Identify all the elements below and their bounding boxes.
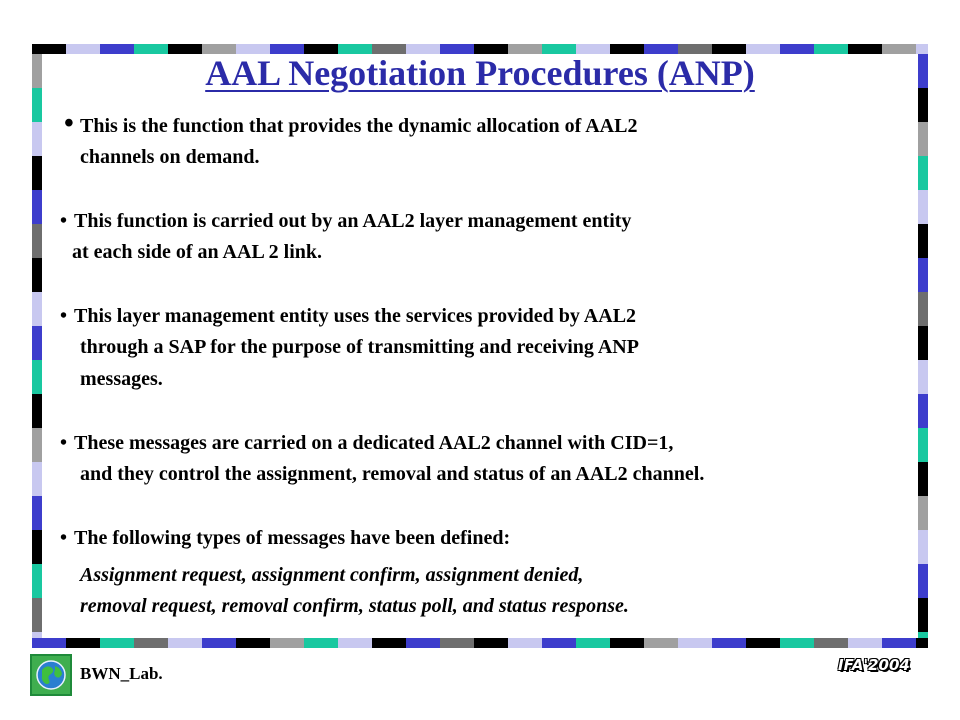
bullet-3-line-3: messages. xyxy=(80,368,163,390)
bullet-5-line-3: removal request, removal confirm, status poll, and status response. xyxy=(80,595,629,617)
border-segment xyxy=(304,638,338,648)
border-segment xyxy=(236,638,270,648)
border-segment xyxy=(32,462,42,496)
border-segment xyxy=(918,258,928,292)
border-segment xyxy=(32,632,42,638)
border-segment xyxy=(32,638,66,648)
bullet-marker: • xyxy=(60,210,68,232)
border-segment xyxy=(610,638,644,648)
bullet-3-line-1: This layer management entity uses the services provided by AAL2 xyxy=(74,305,637,327)
border-segment xyxy=(678,638,712,648)
border-segment xyxy=(440,638,474,648)
border-segment xyxy=(32,224,42,258)
border-segment xyxy=(746,638,780,648)
border-segment xyxy=(918,190,928,224)
border-segment xyxy=(32,122,42,156)
bullet-2-line-1: This function is carried out by an AAL2 layer management entity xyxy=(74,210,632,232)
border-segment xyxy=(918,394,928,428)
border-segment xyxy=(270,638,304,648)
border-segment xyxy=(918,530,928,564)
bullet-marker: • xyxy=(60,305,68,327)
bullet-4-line-2: and they control the assignment, removal and status of an AAL2 channel. xyxy=(80,463,705,485)
border-segment xyxy=(32,258,42,292)
bullet-3-line-2: through a SAP for the purpose of transmitting and receiving ANP xyxy=(80,336,639,358)
border-segment xyxy=(338,638,372,648)
border-segment xyxy=(918,564,928,598)
border-segment xyxy=(712,638,746,648)
border-segment xyxy=(32,564,42,598)
bullet-marker: • xyxy=(60,432,68,454)
border-segment xyxy=(882,638,916,648)
border-segment xyxy=(32,156,42,190)
border-segment xyxy=(66,638,100,648)
footer-lab-name: BWN_Lab. xyxy=(80,664,163,683)
border-segment xyxy=(918,326,928,360)
border-segment xyxy=(916,638,928,648)
border-segment xyxy=(918,428,928,462)
border-segment xyxy=(918,224,928,258)
bullet-marker: • xyxy=(64,108,74,139)
bullet-4-line-1: These messages are carried on a dedicated AAL2 channel with CID=1, xyxy=(74,432,674,454)
globe-logo-icon xyxy=(30,654,72,696)
border-segment xyxy=(918,462,928,496)
border-segment xyxy=(508,638,542,648)
border-segment xyxy=(918,122,928,156)
border-segment xyxy=(32,496,42,530)
border-segment xyxy=(32,530,42,564)
border-segment xyxy=(542,638,576,648)
border-segment xyxy=(134,638,168,648)
border-segment xyxy=(32,598,42,632)
border-segment xyxy=(32,428,42,462)
border-segment xyxy=(918,496,928,530)
bullet-marker: • xyxy=(60,527,68,549)
border-segment xyxy=(372,638,406,648)
border-segment xyxy=(576,638,610,648)
border-segment xyxy=(100,638,134,648)
border-segment xyxy=(918,360,928,394)
border-segment xyxy=(32,394,42,428)
border-segment xyxy=(644,638,678,648)
border-segment xyxy=(474,638,508,648)
footer-event-tag: IFA'2004 xyxy=(838,656,910,674)
border-segment xyxy=(918,156,928,190)
bullet-1-line-2: channels on demand. xyxy=(80,146,260,168)
border-segment xyxy=(168,638,202,648)
border-segment xyxy=(202,638,236,648)
border-segment xyxy=(32,360,42,394)
border-segment xyxy=(406,638,440,648)
border-segment xyxy=(32,190,42,224)
slide-title: AAL Negotiation Procedures (ANP) xyxy=(205,53,755,93)
bullet-1-line-1: This is the function that provides the dynamic allocation of AAL2 xyxy=(80,115,638,137)
border-segment xyxy=(918,632,928,638)
border-segment xyxy=(814,638,848,648)
border-segment xyxy=(32,326,42,360)
border-segment xyxy=(918,292,928,326)
bullet-5-line-2: Assignment request, assignment confirm, assignment denied, xyxy=(80,564,584,586)
bullet-5-line-1: The following types of messages have been defined: xyxy=(74,527,511,549)
border-segment xyxy=(780,638,814,648)
bullet-2-line-2: at each side of an AAL 2 link. xyxy=(72,241,323,263)
border-segment xyxy=(848,638,882,648)
border-segment xyxy=(918,598,928,632)
border-segment xyxy=(32,292,42,326)
